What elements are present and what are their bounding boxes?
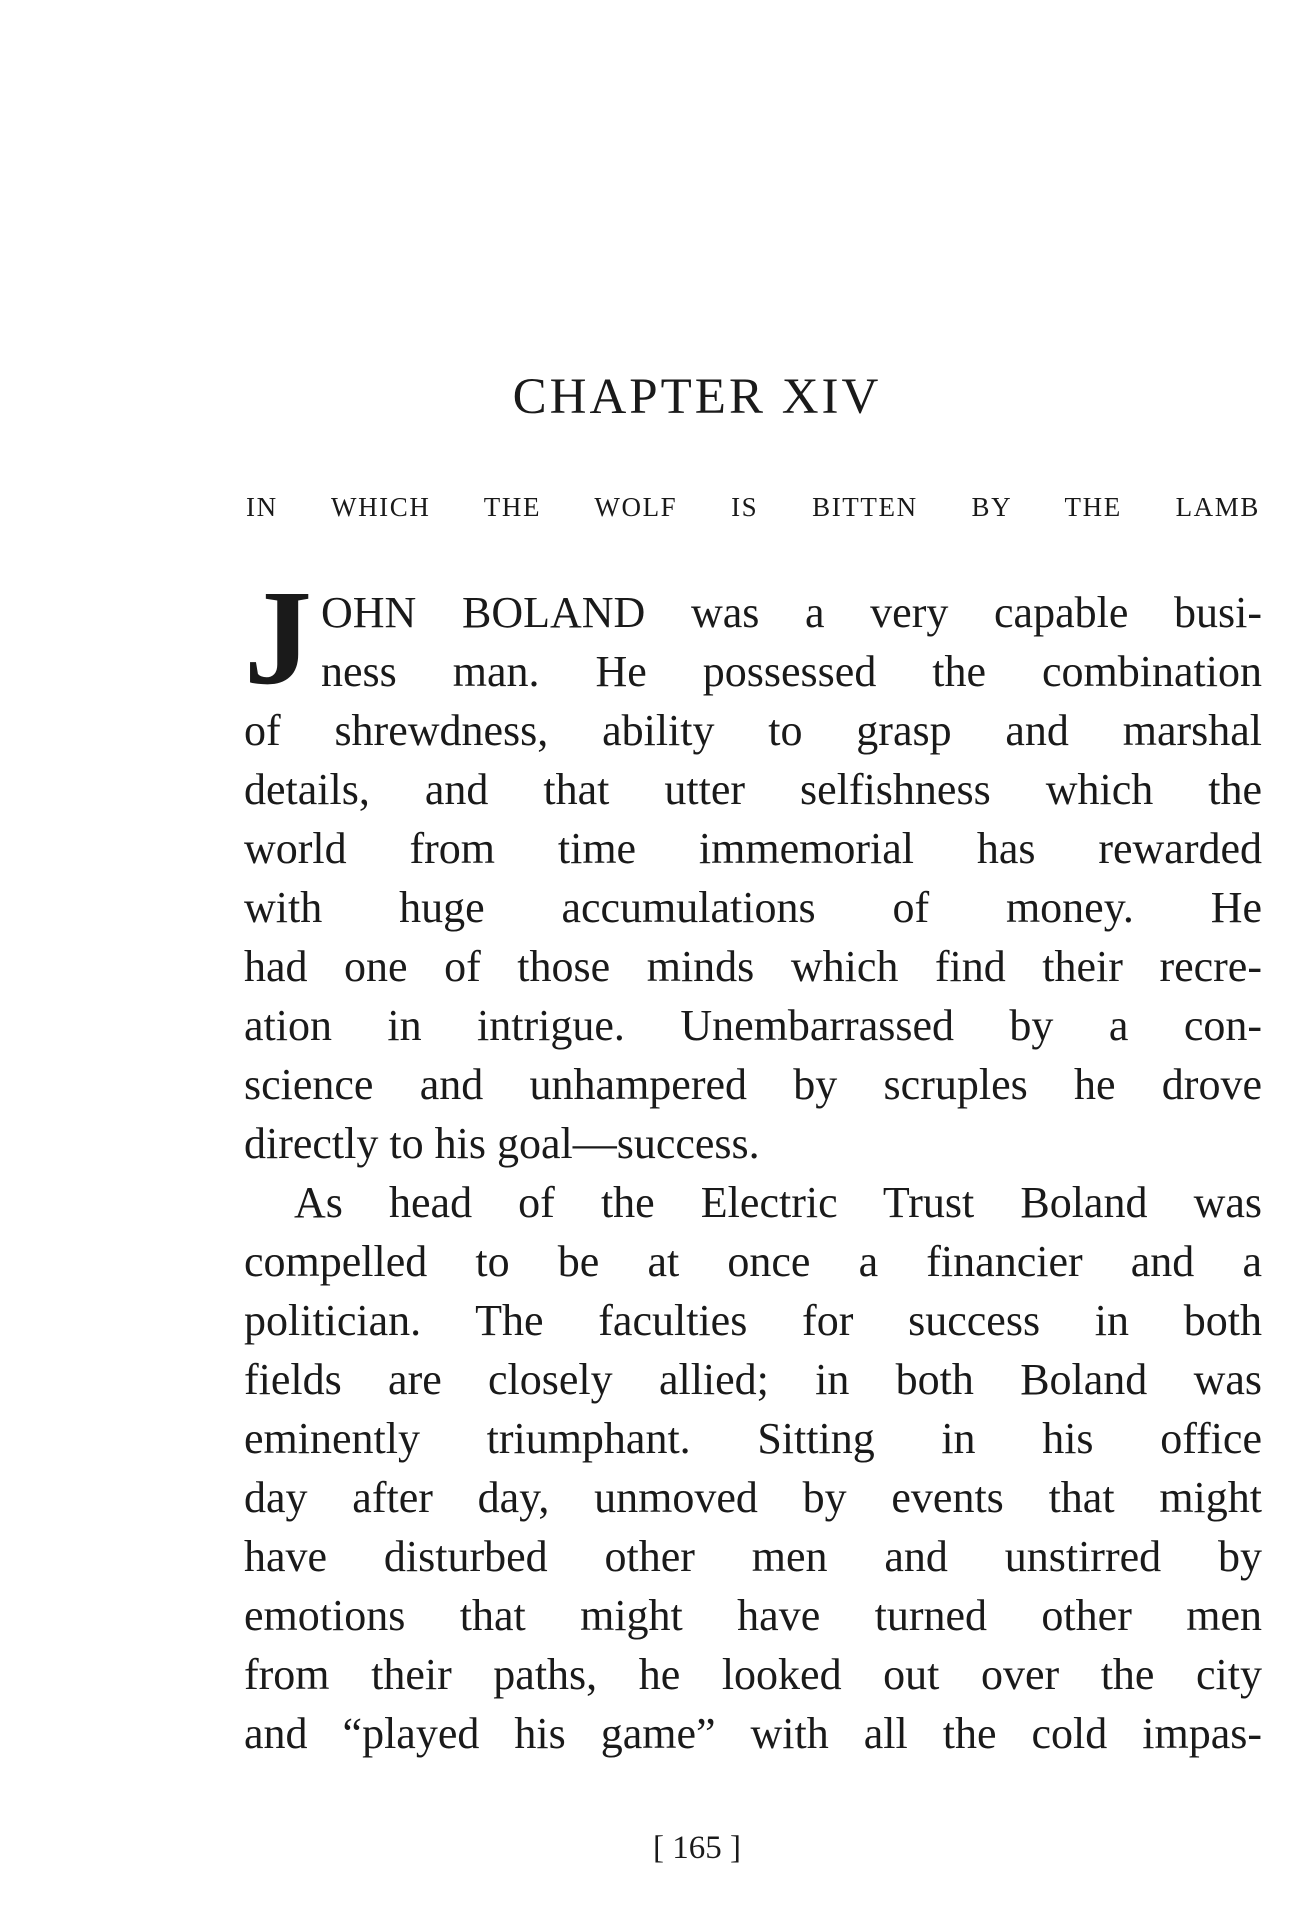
text-line: directly to his goal—success.: [244, 1119, 760, 1168]
text-line: ness man. He possessed the combination: [321, 647, 1262, 696]
text-line: have disturbed other men and unstirred by: [244, 1532, 1262, 1581]
text-line: As head of the Electric Trust Boland was: [294, 1178, 1262, 1227]
text-line: day after day, unmoved by events that might: [244, 1473, 1262, 1522]
text-line: science and unhampered by scruples he drove: [244, 1060, 1262, 1109]
text-line: OHN BOLAND was a very capable busi-: [321, 588, 1262, 637]
page-number: [ 165 ]: [653, 1830, 741, 1866]
text-line: eminently triumphant. Sitting in his office: [244, 1414, 1262, 1463]
text-line: had one of those minds which find their recre-: [244, 942, 1262, 991]
text-line: from their paths, he looked out over the city: [244, 1650, 1262, 1699]
text-line: with huge accumulations of money. He: [244, 883, 1262, 932]
text-line: fields are closely allied; in both Boland was: [244, 1355, 1262, 1404]
text-line: and “played his game” with all the cold impas-: [244, 1709, 1262, 1758]
text-line: details, and that utter selfishness which the: [244, 765, 1262, 814]
text-line: ation in intrigue. Unembarrassed by a con-: [244, 1001, 1262, 1050]
chapter-subtitle: IN WHICH THE WOLF IS BITTEN BY THE LAMB: [246, 492, 1260, 522]
text-line: emotions that might have turned other men: [244, 1591, 1262, 1640]
body-text: [244, 563, 1262, 1763]
chapter-title: CHAPTER XIV: [512, 369, 882, 425]
text-line: politician. The faculties for success in both: [244, 1296, 1262, 1345]
drop-cap: J: [244, 563, 312, 713]
text-line: compelled to be at once a financier and a: [244, 1237, 1262, 1286]
text-line: of shrewdness, ability to grasp and marshal: [244, 706, 1262, 755]
text-line: world from time immemorial has rewarded: [244, 824, 1262, 873]
